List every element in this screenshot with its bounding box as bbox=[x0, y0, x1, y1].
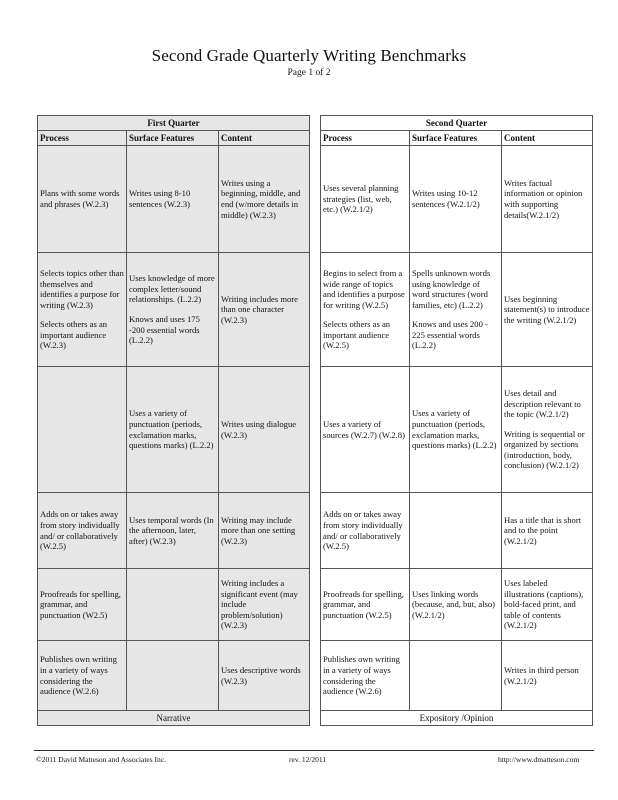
benchmark-text: Proofreads for spelling, grammar, and punctuation (W2.5) bbox=[40, 588, 121, 620]
benchmark-text: Has a title that is short and to the point (W.2.1/2) bbox=[504, 514, 582, 546]
table-row bbox=[38, 493, 310, 569]
first-quarter-table bbox=[37, 115, 310, 726]
cell-content bbox=[502, 146, 593, 253]
cell-process bbox=[321, 569, 410, 641]
table-row bbox=[321, 641, 593, 711]
cell-process bbox=[38, 641, 127, 711]
benchmark-text: Proofreads for spelling, grammar, and punctuation (W.2.5) bbox=[323, 588, 404, 620]
benchmark-text: Writes factual information or opinion with supporting details(W.2.1/2) bbox=[504, 177, 583, 220]
benchmark-text: Plans with some words and phrases (W.2.3) bbox=[40, 188, 120, 209]
table-row bbox=[38, 253, 310, 367]
cell-content bbox=[219, 253, 310, 367]
benchmark-text: Selects topics other than themselves and identifies a purpose for writing (W.2.3) bbox=[40, 267, 124, 310]
benchmark-text: Begins to select from a wide range of topics and identifies a purpose for writing (W.2.5) bbox=[323, 267, 405, 310]
cell-surface-features bbox=[127, 367, 219, 493]
cell-content bbox=[502, 367, 593, 493]
cell-content bbox=[219, 641, 310, 711]
column-header-process: Process bbox=[38, 131, 127, 146]
cell-process bbox=[321, 367, 410, 493]
benchmark-text: Uses knowledge of more complex letter/sound relationships. (L.2.2) bbox=[129, 273, 215, 305]
cell-content bbox=[219, 493, 310, 569]
cell-surface-features bbox=[127, 253, 219, 367]
benchmark-text: Writing includes more than one character (W.2.3) bbox=[221, 293, 298, 325]
footer-rule bbox=[34, 750, 594, 751]
cell-process bbox=[321, 641, 410, 711]
column-header-content: Content bbox=[502, 131, 593, 146]
benchmark-text: Publishes own writing in a variety of ways considering the audience (W.2.6) bbox=[40, 654, 117, 697]
quarter-genre-label: Expository /Opinion bbox=[321, 711, 593, 726]
cell-surface-features bbox=[410, 641, 502, 711]
table-row bbox=[321, 569, 593, 641]
benchmark-text: Writing is sequential or organized by sections (introduction, body, conclusion) (W.2.1/2) bbox=[504, 428, 585, 471]
benchmark-text: Uses a variety of punctuation (periods, exclamation marks, questions marks) (L.2.2) bbox=[129, 408, 214, 451]
benchmark-text: Uses beginning statement(s) to introduce the writing (W.2.1/2) bbox=[504, 293, 590, 325]
cell-process bbox=[321, 146, 410, 253]
quarter-genre-label: Narrative bbox=[38, 711, 310, 726]
cell-content bbox=[219, 367, 310, 493]
table-row bbox=[321, 493, 593, 569]
benchmark-text: Adds on or takes away from story individually and/ or collaboratively (W.2.5) bbox=[323, 509, 403, 552]
cell-surface-features bbox=[410, 569, 502, 641]
cell-process bbox=[38, 493, 127, 569]
benchmark-text: Spells unknown words using knowledge of word structures (word families, etc) (L.2.2) bbox=[412, 267, 491, 310]
cell-content bbox=[219, 146, 310, 253]
footer-url: http://www.dmatteson.com bbox=[498, 755, 580, 764]
benchmark-text: Publishes own writing in a variety of ways considering the audience (W.2.6) bbox=[323, 654, 400, 697]
benchmark-text: Selects others as an important audience (W.2.5) bbox=[323, 319, 391, 351]
benchmark-text: Writes using a beginning, middle, and end (w/more details in middle) (W.2.3) bbox=[221, 177, 301, 220]
benchmark-text: Writes in third person (W.2.1/2) bbox=[504, 664, 579, 686]
cell-content bbox=[502, 569, 593, 641]
table-row bbox=[38, 569, 310, 641]
table-row bbox=[38, 367, 310, 493]
column-header-surface-features: Surface Features bbox=[410, 131, 502, 146]
benchmark-text: Knows and uses 175 -200 essential words (L.2.2) bbox=[129, 314, 200, 346]
cell-surface-features bbox=[410, 253, 502, 367]
column-header-content: Content bbox=[219, 131, 310, 146]
benchmark-text: Uses temporal words (In the afternoon, later, after) (W.2.3) bbox=[129, 514, 214, 546]
cell-content bbox=[502, 641, 593, 711]
column-header-surface-features: Surface Features bbox=[127, 131, 219, 146]
quarter-title: Second Quarter bbox=[321, 116, 593, 131]
benchmark-text: Writes using 8-10 sentences (W.2.3) bbox=[129, 188, 191, 209]
benchmark-text: Selects others as an important audience (W.2.3) bbox=[40, 319, 108, 351]
benchmark-text: Uses linking words (because, and, but, also) (W.2.1/2) bbox=[412, 588, 496, 620]
page-number: Page 1 of 2 bbox=[287, 68, 331, 78]
benchmark-text: Writing may include more than one setting (W.2.3) bbox=[221, 514, 296, 546]
cell-surface-features bbox=[410, 493, 502, 569]
table-row bbox=[38, 146, 310, 253]
benchmark-text: Uses detail and description relevant to the topic (W.2.1/2) bbox=[504, 387, 581, 420]
document-title: Second Grade Quarterly Writing Benchmarks bbox=[151, 46, 467, 65]
benchmark-text: Writing includes a significant event (may include problem/solution) (W.2.3) bbox=[221, 578, 298, 631]
benchmark-text: Adds on or takes away from story individually and/ or collaboratively (W.2.5) bbox=[40, 509, 120, 552]
cell-process bbox=[321, 493, 410, 569]
cell-process bbox=[38, 569, 127, 641]
cell-surface-features bbox=[127, 569, 219, 641]
benchmark-text: Uses several planning strategies (list, web, etc.) (W.2.1/2) bbox=[323, 183, 399, 215]
benchmark-text: Uses a variety of sources (W.2.7) (W.2.8) bbox=[323, 418, 405, 440]
cell-process bbox=[38, 367, 127, 493]
cell-process bbox=[38, 146, 127, 253]
cell-surface-features bbox=[410, 146, 502, 253]
benchmark-text: Uses a variety of punctuation (periods, exclamation marks, questions marks) (L.2.2) bbox=[412, 408, 497, 451]
benchmark-text: Knows and uses 200 - 225 essential words (L.2.2) bbox=[412, 319, 488, 351]
table-row bbox=[321, 253, 593, 367]
benchmark-text: Uses descriptive words (W.2.3) bbox=[221, 664, 301, 686]
table-row bbox=[38, 641, 310, 711]
footer-revision: rev. 12/2011 bbox=[289, 755, 327, 764]
cell-content bbox=[502, 253, 593, 367]
cell-surface-features bbox=[127, 641, 219, 711]
table-row bbox=[321, 367, 593, 493]
benchmark-text: Writes using 10-12 sentences (W.2.1/2) bbox=[412, 188, 480, 209]
footer-copyright: ©2011 David Matteson and Associates Inc. bbox=[36, 755, 166, 764]
quarter-title: First Quarter bbox=[38, 116, 310, 131]
cell-surface-features bbox=[410, 367, 502, 493]
cell-content bbox=[219, 569, 310, 641]
cell-surface-features bbox=[127, 146, 219, 253]
second-quarter-table bbox=[320, 115, 593, 726]
column-header-process: Process bbox=[321, 131, 410, 146]
cell-content bbox=[502, 493, 593, 569]
table-row bbox=[321, 146, 593, 253]
cell-process bbox=[321, 253, 410, 367]
benchmark-text: Writes using dialogue (W.2.3) bbox=[221, 418, 297, 440]
benchmark-text: Uses labeled illustrations (captions), bold-faced print, and table of contents (W.2.1/2) bbox=[504, 578, 584, 631]
cell-surface-features bbox=[127, 493, 219, 569]
cell-process bbox=[38, 253, 127, 367]
